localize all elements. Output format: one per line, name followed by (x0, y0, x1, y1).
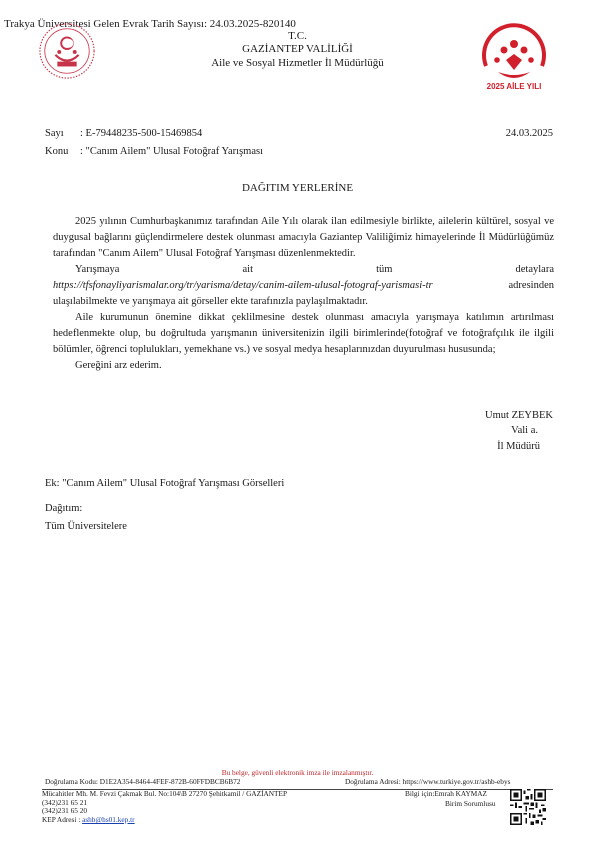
paragraph-announcement: 2025 yılının Cumhurbaşkanımız tarafından Aile Yılı olarak ilan edilmesiyle birlikte, ailelerin kültürel, sosyal ve duygusal bağlarını güçlendirmelere destek olunması amacıyla Gaziantep Valiliğimiz himayelerinde İl Müdürlüğümüz tarafından "Canım Ailem" Ulusal Fotoğraf Yarışması düzenlenmektedir. (53, 216, 554, 259)
family-year-logo (478, 20, 550, 90)
distribution-value: Tüm Üniversitelere (45, 521, 127, 532)
qr-code-icon (510, 789, 546, 825)
details-word: tüm (376, 264, 393, 275)
contact-person: Bilgi için:Emrah KAYMAZ (405, 789, 488, 798)
kep-address-line (42, 815, 135, 824)
signatory-name: Umut ZEYBEK (485, 410, 553, 421)
number-label: Sayı (45, 128, 64, 139)
details-word: detaylara (515, 264, 554, 275)
kep-address-link[interactable]: ashb@hs01.kep.tr (82, 815, 135, 824)
incoming-document-stamp: Trakya Üniversitesi Gelen Evrak Tarih Sayısı: 24.03.2025-820140 (4, 18, 296, 30)
signatory-office: İl Müdürü (497, 441, 540, 452)
details-word: ait (242, 264, 254, 275)
distribution-label: Dağıtım: (45, 503, 83, 514)
verification-code: Doğrulama Kodu: D1E2A354-8464-4FEF-872B-60FFDBCB6B72 (45, 777, 241, 786)
contact-role: Birim Sorumlusu (445, 799, 496, 808)
details-word: Yarışmaya (75, 264, 120, 275)
competition-link-line (53, 278, 554, 294)
attachment-line: Ek: "Canım Ailem" Ulusal Fotoğraf Yarışması Görselleri (45, 478, 285, 489)
distribution-heading: DAĞITIM YERLERİNE (241, 182, 354, 194)
signatory-title: Vali a. (511, 425, 538, 436)
letter-body (53, 214, 554, 374)
paragraph-details-end: ulaşılabilmekte ve yarışmaya ait görseller ekte tarafınızla paylaşılmaktadır. (53, 296, 368, 307)
fax-number: (342)231 65 20 (42, 806, 87, 815)
subject-value: : "Canım Ailem" Ulusal Fotoğraf Yarışması (80, 146, 263, 157)
subject-label: Konu (45, 146, 69, 157)
paragraph-request: Aile kurumunun önemine dikkat çeklilmesine destek olunması amacıyla yarışmaya katılımın artırılması hedeflenmekte olup, bu doğrultuda yarışmanın üniversitenizin ilgili birimlerinde(fotoğraf ve fotoğrafçılık ile ilgili bölümler, öğrenci toplulukları, yemekhane vs.) ve sosyal medya hesaplarınızdan duyurulması hususunda; (53, 312, 554, 355)
e-signature-notice: Bu belge, güvenli elektronik imza ile imzalanmıştır. (221, 768, 374, 777)
number-value: : E-79448235-500-15469854 (80, 128, 203, 139)
paragraph-details-line (53, 262, 554, 278)
phone-number: (342)231 65 21 (42, 798, 87, 807)
document-date: 24.03.2025 (505, 128, 553, 139)
competition-link[interactable]: https://tfsfonayliyarismalar.org/tr/yarisma/detay/canim-ailem-ulusal-fotograf-yarismasi-tr (53, 280, 433, 291)
republic-label: T.C. (288, 30, 307, 42)
directorate-title: Aile ve Sosyal Hizmetler İl Müdürlüğü (211, 57, 384, 69)
governorship-title: GAZİANTEP VALİLİĞİ (242, 43, 353, 55)
verification-address: Doğrulama Adresi: https://www.turkiye.gov.tr/ashb-ebys (345, 777, 511, 786)
office-address: Mücahitler Mh. M. Fevzi Çakmak Bul. No:104\B 27270 Şehitkamil / GAZİANTEP (42, 789, 288, 798)
link-suffix: adresinden (508, 280, 554, 291)
kep-label: KEP Adresi : (42, 815, 83, 824)
family-year-label: 2025 AİLE YILI (486, 82, 542, 91)
paragraph-closing: Gereğini arz ederim. (75, 360, 162, 371)
